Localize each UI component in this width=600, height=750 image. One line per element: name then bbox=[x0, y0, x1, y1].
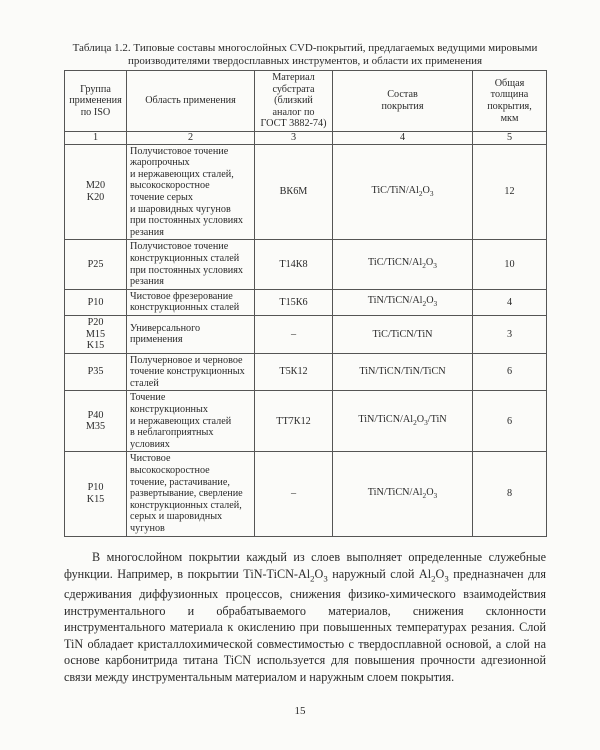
page-number: 15 bbox=[294, 705, 306, 717]
cell-substrate: – bbox=[255, 315, 333, 353]
cell-application-area: Точение конструкционных и нержавеющих сталей в неблагоприятных условиях bbox=[127, 391, 255, 452]
table-row bbox=[65, 391, 547, 452]
cell-thickness: 12 bbox=[473, 144, 547, 240]
cell-coating: TiN/TiCN/TiN/TiCN bbox=[333, 353, 473, 391]
column-number: 1 bbox=[65, 132, 127, 145]
cell-iso-group: P10 K15 bbox=[65, 452, 127, 536]
cell-thickness: 6 bbox=[473, 391, 547, 452]
coatings-table bbox=[64, 70, 547, 537]
header-iso-group: Группа применения по ISO bbox=[65, 71, 127, 132]
cell-coating: TiN/$TiCN/Al_2O_3$ bbox=[333, 289, 473, 315]
cell-application-area: Универсального применения bbox=[127, 315, 255, 353]
cell-iso-group: P10 bbox=[65, 289, 127, 315]
cell-application-area: Получерновое и черновое точение конструкционных сталей bbox=[127, 353, 255, 391]
header-substrate: Материал субстрата (близкий аналог по ГОСТ 3882-74) bbox=[255, 71, 333, 132]
cell-application-area: Получистовое точение жаропрочных и нержавеющих сталей, высокоскоростное точение серых и шаровидных чугунов при постоянных условиях резания bbox=[127, 144, 255, 240]
cell-iso-group: P40 M35 bbox=[65, 391, 127, 452]
cell-coating: TiN/$TiCN/Al_2O_3$ bbox=[333, 452, 473, 536]
cell-substrate: Т15К6 bbox=[255, 289, 333, 315]
cell-thickness: 3 bbox=[473, 315, 547, 353]
header-application-area: Область применения bbox=[127, 71, 255, 132]
cell-coating: TiC/$TiCN/Al_2O_3$ bbox=[333, 240, 473, 289]
table-header-row bbox=[65, 71, 547, 132]
cell-thickness: 6 bbox=[473, 353, 547, 391]
cell-iso-group: P20 M15 K15 bbox=[65, 315, 127, 353]
cell-thickness: 10 bbox=[473, 240, 547, 289]
column-number: 4 bbox=[333, 132, 473, 145]
cell-substrate: Т14К8 bbox=[255, 240, 333, 289]
cell-iso-group: P35 bbox=[65, 353, 127, 391]
cell-substrate: – bbox=[255, 452, 333, 536]
table-row bbox=[65, 353, 547, 391]
column-number-row bbox=[65, 132, 547, 145]
cell-coating: TiC/TiCN/TiN bbox=[333, 315, 473, 353]
cell-coating: TiC/$TiN/Al_2O_3$ bbox=[333, 144, 473, 240]
cell-substrate: Т5К12 bbox=[255, 353, 333, 391]
body-paragraph-text: В многослойном покрытии каждый из слоев выполняет определенные служебные функции. Например, в покрытии TiN-$TiCN-Al_2O_3$ наружный слой $Al_2O_3$ предназначен для сдерживания диффузионных процессов, снижения физико-химического взаимодействия инструментального и обрабатываемого материалов, снижения склонности инструментального материала к окислению при повышенных температурах резания. Слой TiN обладает кристаллохимической совместимостью с твердосплавной основой, а слой на основе карбонитрида титана TiCN используется для повышения прочности адгезионной связи между инструментальным материалом и наружным слоем покрытия. bbox=[64, 550, 546, 684]
cell-application-area: Чистовое высокоскоростное точение, растачивание, развертывание, сверление конструкционных сталей, серых и шаровидных чугунов bbox=[127, 452, 255, 536]
header-coating: Состав покрытия bbox=[333, 71, 473, 132]
cell-iso-group: P25 bbox=[65, 240, 127, 289]
table-caption: Таблица 1.2. Типовые составы многослойных CVD-покрытий, предлагаемых ведущими мировыми производителями твердосплавных инструментов, и области их применения bbox=[72, 42, 538, 67]
column-number: 3 bbox=[255, 132, 333, 145]
cell-application-area: Чистовое фрезерование конструкционных сталей bbox=[127, 289, 255, 315]
cell-iso-group: M20 K20 bbox=[65, 144, 127, 240]
column-number: 5 bbox=[473, 132, 547, 145]
cell-substrate: ВК6М bbox=[255, 144, 333, 240]
column-number: 2 bbox=[127, 132, 255, 145]
table-row bbox=[65, 315, 547, 353]
table-row bbox=[65, 289, 547, 315]
cell-thickness: 8 bbox=[473, 452, 547, 536]
cell-coating: TiN/$TiCN/Al_2O_3$/TiN bbox=[333, 391, 473, 452]
cell-substrate: ТТ7К12 bbox=[255, 391, 333, 452]
body-paragraph bbox=[64, 549, 546, 685]
table-row bbox=[65, 144, 547, 240]
table-row bbox=[65, 452, 547, 536]
cell-thickness: 4 bbox=[473, 289, 547, 315]
cell-application-area: Получистовое точение конструкционных сталей при постоянных условиях резания bbox=[127, 240, 255, 289]
header-thickness: Общая толщина покрытия, мкм bbox=[473, 71, 547, 132]
table-row bbox=[65, 240, 547, 289]
